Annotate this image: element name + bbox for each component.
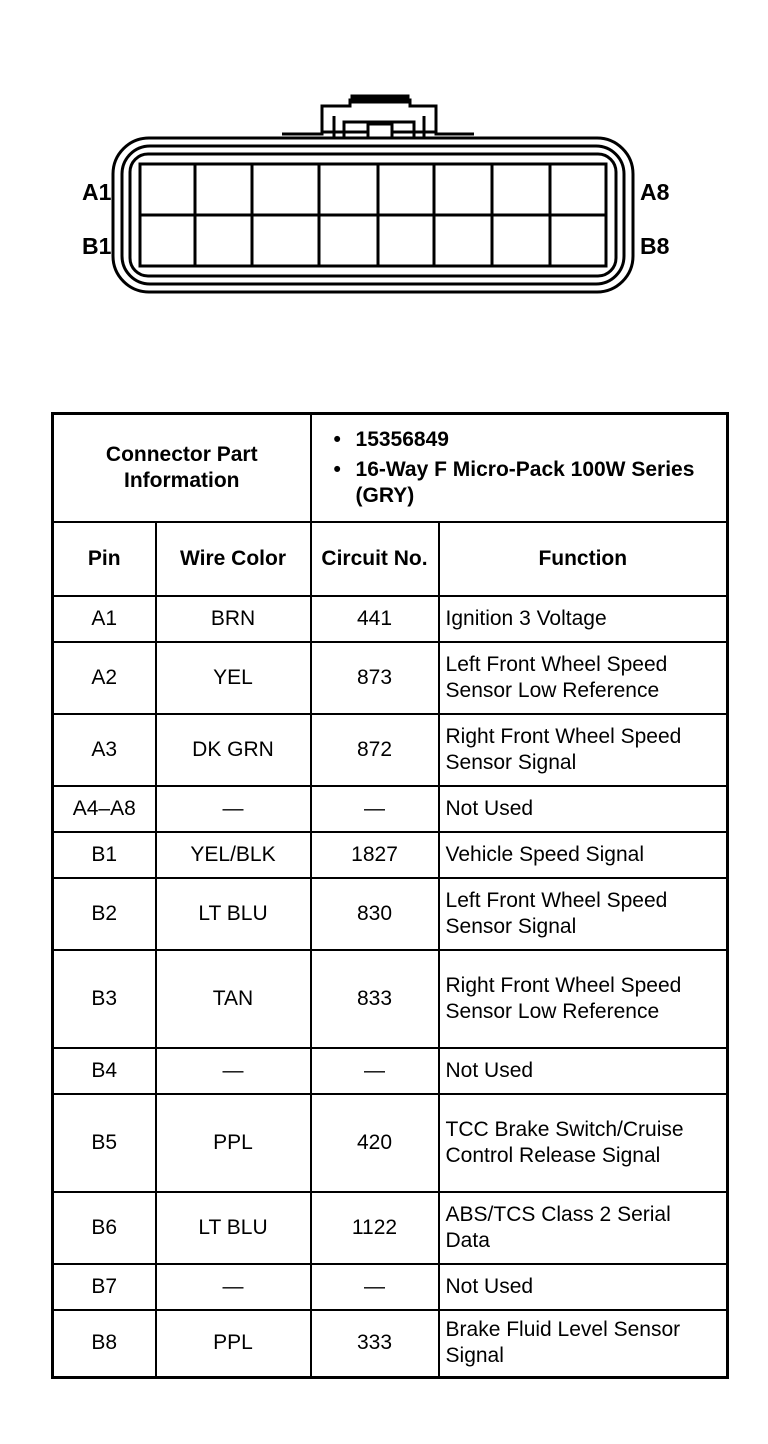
pin-label-a8: A8 [640, 179, 670, 205]
part-description: • 16-Way F Micro-Pack 100W Series (GRY) [356, 457, 721, 509]
function-cell: Not Used [439, 1264, 728, 1310]
function-cell: Brake Fluid Level Sensor Signal [439, 1310, 728, 1378]
table-row [53, 1048, 728, 1094]
part-info-cell [311, 414, 728, 522]
wire-color-cell: — [156, 786, 311, 832]
function-cell: Not Used [439, 786, 728, 832]
circuit-cell: 833 [311, 950, 439, 1048]
circuit-cell: — [311, 1264, 439, 1310]
pin-label-b8: B8 [640, 233, 670, 259]
table-row [53, 832, 728, 878]
wire-color-cell: PPL [156, 1310, 311, 1378]
part-number: • 15356849 [356, 427, 721, 453]
circuit-cell: 333 [311, 1310, 439, 1378]
table-row [53, 642, 728, 714]
connector-diagram [0, 0, 768, 320]
pin-cell: A4–A8 [53, 786, 156, 832]
circuit-cell: 420 [311, 1094, 439, 1192]
circuit-cell: — [311, 1048, 439, 1094]
table-row [53, 714, 728, 786]
pin-cell: B4 [53, 1048, 156, 1094]
table-row [53, 596, 728, 642]
pin-cell: B1 [53, 832, 156, 878]
part-info-list [318, 417, 721, 519]
table-row [53, 786, 728, 832]
function-cell: Vehicle Speed Signal [439, 832, 728, 878]
pin-cell: B5 [53, 1094, 156, 1192]
header-pin: Pin [53, 522, 156, 596]
connector-info-table [51, 412, 729, 1379]
pin-cell: B3 [53, 950, 156, 1048]
circuit-cell: — [311, 786, 439, 832]
table-row [53, 878, 728, 950]
wire-color-cell: PPL [156, 1094, 311, 1192]
wire-color-cell: DK GRN [156, 714, 311, 786]
table-row [53, 1310, 728, 1378]
circuit-cell: 1827 [311, 832, 439, 878]
part-info-row [53, 414, 728, 522]
table-row [53, 1094, 728, 1192]
function-cell: TCC Brake Switch/Cruise Control Release Signal [439, 1094, 728, 1192]
wire-color-cell: YEL/BLK [156, 832, 311, 878]
pin-cell: A1 [53, 596, 156, 642]
circuit-cell: 1122 [311, 1192, 439, 1264]
circuit-cell: 441 [311, 596, 439, 642]
function-cell: Left Front Wheel Speed Sensor Signal [439, 878, 728, 950]
function-cell: Not Used [439, 1048, 728, 1094]
column-header-row [53, 522, 728, 596]
wire-color-cell: TAN [156, 950, 311, 1048]
pin-cell: B8 [53, 1310, 156, 1378]
circuit-cell: 830 [311, 878, 439, 950]
table-row [53, 1192, 728, 1264]
table-row [53, 1264, 728, 1310]
function-cell: Ignition 3 Voltage [439, 596, 728, 642]
wire-color-cell: LT BLU [156, 878, 311, 950]
circuit-cell: 873 [311, 642, 439, 714]
wire-color-cell: BRN [156, 596, 311, 642]
pin-label-b1: B1 [82, 233, 112, 259]
header-circuit-no: Circuit No. [311, 522, 439, 596]
header-wire-color: Wire Color [156, 522, 311, 596]
wire-color-cell: — [156, 1264, 311, 1310]
pin-cell: B7 [53, 1264, 156, 1310]
function-cell: Left Front Wheel Speed Sensor Low Reference [439, 642, 728, 714]
header-function: Function [439, 522, 728, 596]
wire-color-cell: LT BLU [156, 1192, 311, 1264]
pin-cell: A3 [53, 714, 156, 786]
table-row [53, 950, 728, 1048]
function-cell: Right Front Wheel Speed Sensor Low Reference [439, 950, 728, 1048]
function-cell: Right Front Wheel Speed Sensor Signal [439, 714, 728, 786]
circuit-cell: 872 [311, 714, 439, 786]
wire-color-cell: YEL [156, 642, 311, 714]
pin-cell: A2 [53, 642, 156, 714]
pin-cell: B6 [53, 1192, 156, 1264]
pin-cell: B2 [53, 878, 156, 950]
part-info-label: Connector Part Information [53, 414, 311, 522]
wire-color-cell: — [156, 1048, 311, 1094]
pin-label-a1: A1 [82, 179, 112, 205]
function-cell: ABS/TCS Class 2 Serial Data [439, 1192, 728, 1264]
